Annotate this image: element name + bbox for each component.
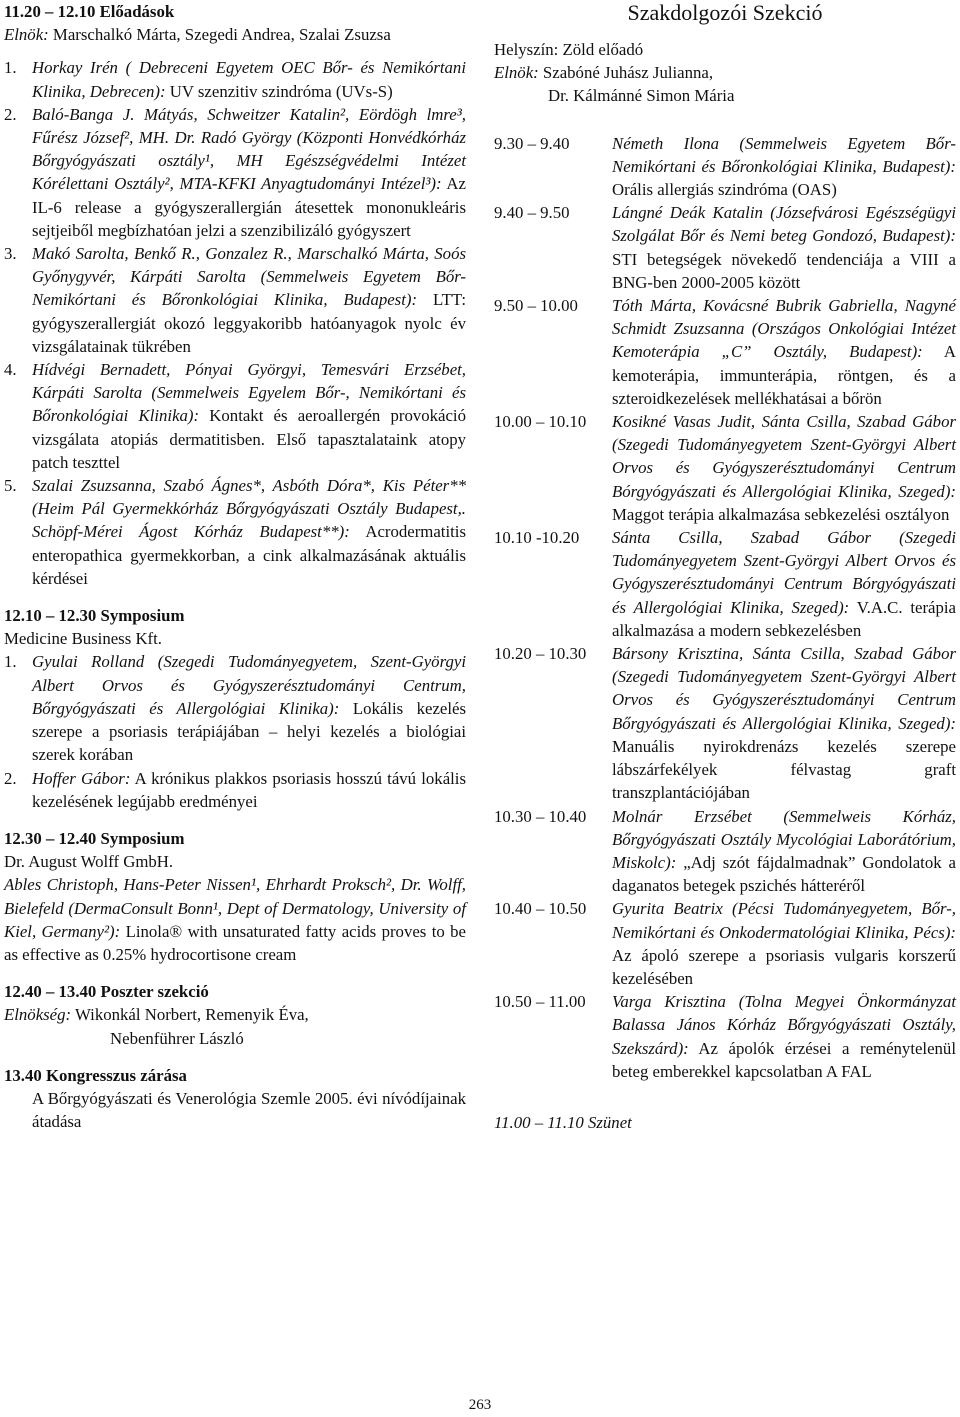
talk-authors: Hoffer Gábor: [32, 768, 131, 788]
talk-number: 1. [4, 58, 17, 78]
talk-authors: Horkay Irén ( Debreceni Egyetem OEC Bőr- és Nemikórtani Klinika, Debrecen): [32, 58, 466, 101]
schedule-entry [494, 805, 956, 898]
talk-authors: Sánta Csilla, Szabad Gábor (Szegedi Tudományegyetem Szent-Györgyi Albert Orvos és Gyógyszerésztudományi Centrum Bórgyógyászati és Allergológiai Klinika, Szeged): [612, 528, 956, 617]
page-number: 263 [468, 1397, 492, 1413]
chair-line [4, 1003, 466, 1026]
chair-names: Wikonkál Norbert, Remenyik Éva, [71, 1005, 309, 1025]
talk-authors: Szalai Zsuzsanna, Szabó Ágnes*, Asbóth Dóra*, Kis Péter** (Heim Pál Gyermekkórház Bőrgyógyászati Osztály Budapest,. Schöpf-Mérei Ágost Kórház Budapest**): [32, 476, 466, 542]
closing-text: A Bőrgyógyászati és Venerológia Szemle 2005. évi nívódíjainak átadása [32, 1088, 466, 1132]
chair-line [494, 61, 956, 84]
time-slot: 10.30 – 10.40 [494, 806, 587, 826]
schedule-entry [494, 410, 956, 526]
talk-authors: Makó Sarolta, Benkő R., Gonzalez R., Marschalkó Márta, Soós Győnygyvér, Kárpáti Sarolta (Semmelweis Egyetem Bőr-Nemikórtani és Bőronkológiai Klinika, Budapest): [32, 244, 466, 310]
talk-item [4, 103, 466, 242]
chair-names-continued: Nebenführer László [110, 1028, 244, 1048]
talk-title: A kemoterápia, immunterápia, röntgen, és a szteroidkezelések mellékhatásai a bőrön [612, 342, 956, 408]
talk-authors: Gyulai Rolland (Szegedi Tudományegyetem, Szent-Györgyi Albert Orvos és Gyógyszerésztudományi Centrum, Bőrgyógyászati és Allergológiai Klinika): [32, 652, 466, 718]
right-column [494, 0, 956, 1134]
talk-item [4, 873, 466, 966]
session-header: 12.30 – 12.40 Symposium [4, 828, 185, 848]
talk-title: V.A.C. terápia alkalmazása a modern sebkezelésben [612, 597, 956, 640]
time-slot: 9.30 – 9.40 [494, 133, 570, 153]
section-title: Szakdolgozói Szekció [627, 0, 823, 25]
talk-item [4, 242, 466, 358]
talk-authors: Varga Krisztina (Tolna Megyei Önkormányzat Balassa János Kórház Bőrgyógyászati Osztály, Szekszárd): [612, 992, 956, 1058]
time-slot: 9.40 – 9.50 [494, 203, 570, 223]
talk-title: Az ápoló szerepe a psoriasis vulgaris korszerű kezelésében [612, 945, 956, 988]
talk-item [4, 474, 466, 590]
talk-authors: Németh Ilona (Semmelweis Egyetem Bőr-Nemikórtani és Bőronkológiai Klinika, Budapest): [612, 133, 956, 176]
chair-label: Elnök: [494, 63, 539, 83]
talk-title: LTT: gyógyszerallergiát okozó leggyakoribb hatóanyagok nyolc év vizsgálatainak tükrében [32, 290, 467, 356]
talk-title: Az ápolók érzései a reménytelenül beteg emberekkel kapcsolatban A FAL [612, 1038, 956, 1081]
talk-title: „Adj szót fájdalmadnak” Gondolatok a daganatos betegek pszichés hátteréről [612, 852, 956, 896]
time-slot: 10.50 – 11.00 [494, 992, 586, 1012]
chair-label: Elnök: [4, 25, 49, 45]
talk-authors: Lángné Deák Katalin (Józsefvárosi Egészségügyi Szolgálat Bőr és Nemi beteg Gondozó, Budapest): [612, 203, 956, 246]
schedule-entry [494, 990, 956, 1083]
schedule-entry [494, 132, 956, 202]
talk-item [4, 358, 466, 474]
session-header: 11.20 – 12.10 Előadások [4, 2, 175, 21]
schedule-entry [494, 201, 956, 294]
talk-number: 2. [4, 768, 17, 788]
schedule-entry [494, 294, 956, 410]
session-header: 12.40 – 13.40 Poszter szekció [4, 982, 209, 1002]
talk-authors: Tóth Márta, Kovácsné Bubrik Gabriella, Nagyné Schmidt Zsuzsanna (Országos Onkológiai Intézet Kemoterápia „C” Osztály, Budapest): [612, 296, 956, 362]
time-slot: 10.10 -10.20 [494, 528, 580, 548]
talk-item [4, 56, 466, 102]
chair-names: Marschalkó Márta, Szegedi Andrea, Szalai Zsuzsa [48, 25, 391, 45]
chair-line [4, 23, 466, 46]
talk-number: 2. [4, 104, 17, 124]
talk-authors: Gyurita Beatrix (Pécsi Tudományegyetem, Bőr-, Nemikórtani és Onkodermatológiai Klinika, Pécs): [612, 899, 956, 942]
talk-item [4, 767, 466, 813]
time-slot: 9.50 – 10.00 [494, 296, 578, 316]
talk-number: 3. [4, 244, 17, 264]
talk-authors: Baló-Banga J. Mátyás, Schweitzer Katalin², Eördögh lmre³, Fűrész József², MH. Dr. Radó György (Központi Honvédkórház Bőrgyógyászati osztály¹, MH Egészségvédelmi Intézet Kórélettani Osztály², MTA-KFKI Anyagtudományi Intézel³): [32, 104, 466, 194]
talk-title: Lokális kezelés szerepe a psoriasis terápiájában – helyi kezelés a biológiai szerek korában [32, 698, 466, 765]
talk-authors: Kosikné Vasas Judit, Sánta Csilla, Szabad Gábor (Szegedi Tudományegyetem Szent-Györgyi Albert Orvos és Gyógyszerésztudományi Centrum Bórgyógyászati és Allergológiai Klinika, Szeged): [612, 412, 956, 501]
schedule-entry [494, 642, 956, 804]
venue: Helyszín: Zöld előadó [494, 40, 644, 59]
talk-title: Acrodermatitis enteropathica gyermekkorban, a cink alkalmazásának aktuális kérdései [32, 522, 466, 588]
schedule-entry [494, 897, 956, 990]
talk-authors: Hídvégi Bernadett, Pónyai Györgyi, Temesvári Erzsébet, Kárpáti Sarolta (Semmelweis Egyelem Bőr-, Nemikórtani és Bőronkológiai Klinika): [32, 360, 466, 426]
chair-names-continued: Dr. Kálmánné Simon Mária [548, 86, 735, 106]
session-header: 12.10 – 12.30 Symposium [4, 606, 185, 626]
talk-title: Kontakt és aeroallergén provokáció vizsgálata atopiás dermatitisben. Első tapasztalataink atopy patch teszttel [32, 406, 466, 472]
talk-item [4, 650, 466, 766]
left-column [4, 0, 466, 1133]
talk-title: STI betegségek növekedő tendenciája a VIII a BNG-ben 2000-2005 között [612, 249, 956, 292]
talk-title: Manuális nyirokdrenázs kezelés szerepe lábszárfekélyek félvastag graft transzplantációjában [612, 736, 956, 803]
break-line: 11.00 – 11.10 Szünet [494, 1112, 632, 1132]
time-slot: 10.20 – 10.30 [494, 644, 587, 664]
talk-title: Orális allergiás szindróma (OAS) [612, 180, 837, 200]
sponsor: Dr. August Wolff GmbH. [4, 852, 174, 872]
talk-authors: Molnár Erzsébet (Semmelweis Kórház, Bőrgyógyászati Osztály Mycológiai Laborátórium, Miskolc): [612, 806, 956, 872]
talk-title: Maggot terápia alkalmazása sebkezelési osztályon [612, 504, 950, 524]
talk-number: 4. [4, 360, 17, 380]
chair-names: Szabóné Juhász Julianna, [538, 63, 714, 83]
time-slot: 10.40 – 10.50 [494, 899, 587, 919]
time-slot: 10.00 – 10.10 [494, 412, 587, 432]
talk-number: 1. [4, 652, 17, 672]
chair-label: Elnökség: [4, 1005, 72, 1025]
talk-title: Az IL-6 release a gyógyszerallergián átesettek mononukleáris sejtjeiből megbízhatóan jelzi a szenzibilizáló gyógyszert [32, 174, 466, 240]
talk-title: UV szenzitiv szindróma (UVs-S) [165, 81, 393, 101]
talk-number: 5. [4, 476, 17, 496]
session-header: 13.40 Kongresszus zárása [4, 1065, 187, 1085]
talk-title: A krónikus plakkos psoriasis hosszú távú lokális kezelésének legújabb eredményei [32, 768, 466, 811]
schedule-entry [494, 526, 956, 642]
talk-authors: Bársony Krisztina, Sánta Csilla, Szabad Gábor (Szegedi Tudományegyetem Szent-Györgyi Albert Orvos és Gyógyszerésztudományi Centrum Bőrgyógyászati és Allergológiai Klinika, Szeged): [612, 644, 956, 733]
talk-authors: Ables Christoph, Hans-Peter Nissen¹, Ehrhardt Proksch², Dr. Wolff, Bielefeld (DermaConsult Bonn¹, Dept of Dermatology, University of Kiel, Germany²): [4, 875, 466, 941]
talk-title: Linola® with unsaturated fatty acids proves to be as effective as 0.25% hydrocortisone cream [4, 921, 466, 964]
sponsor: Medicine Business Kft. [4, 629, 163, 649]
